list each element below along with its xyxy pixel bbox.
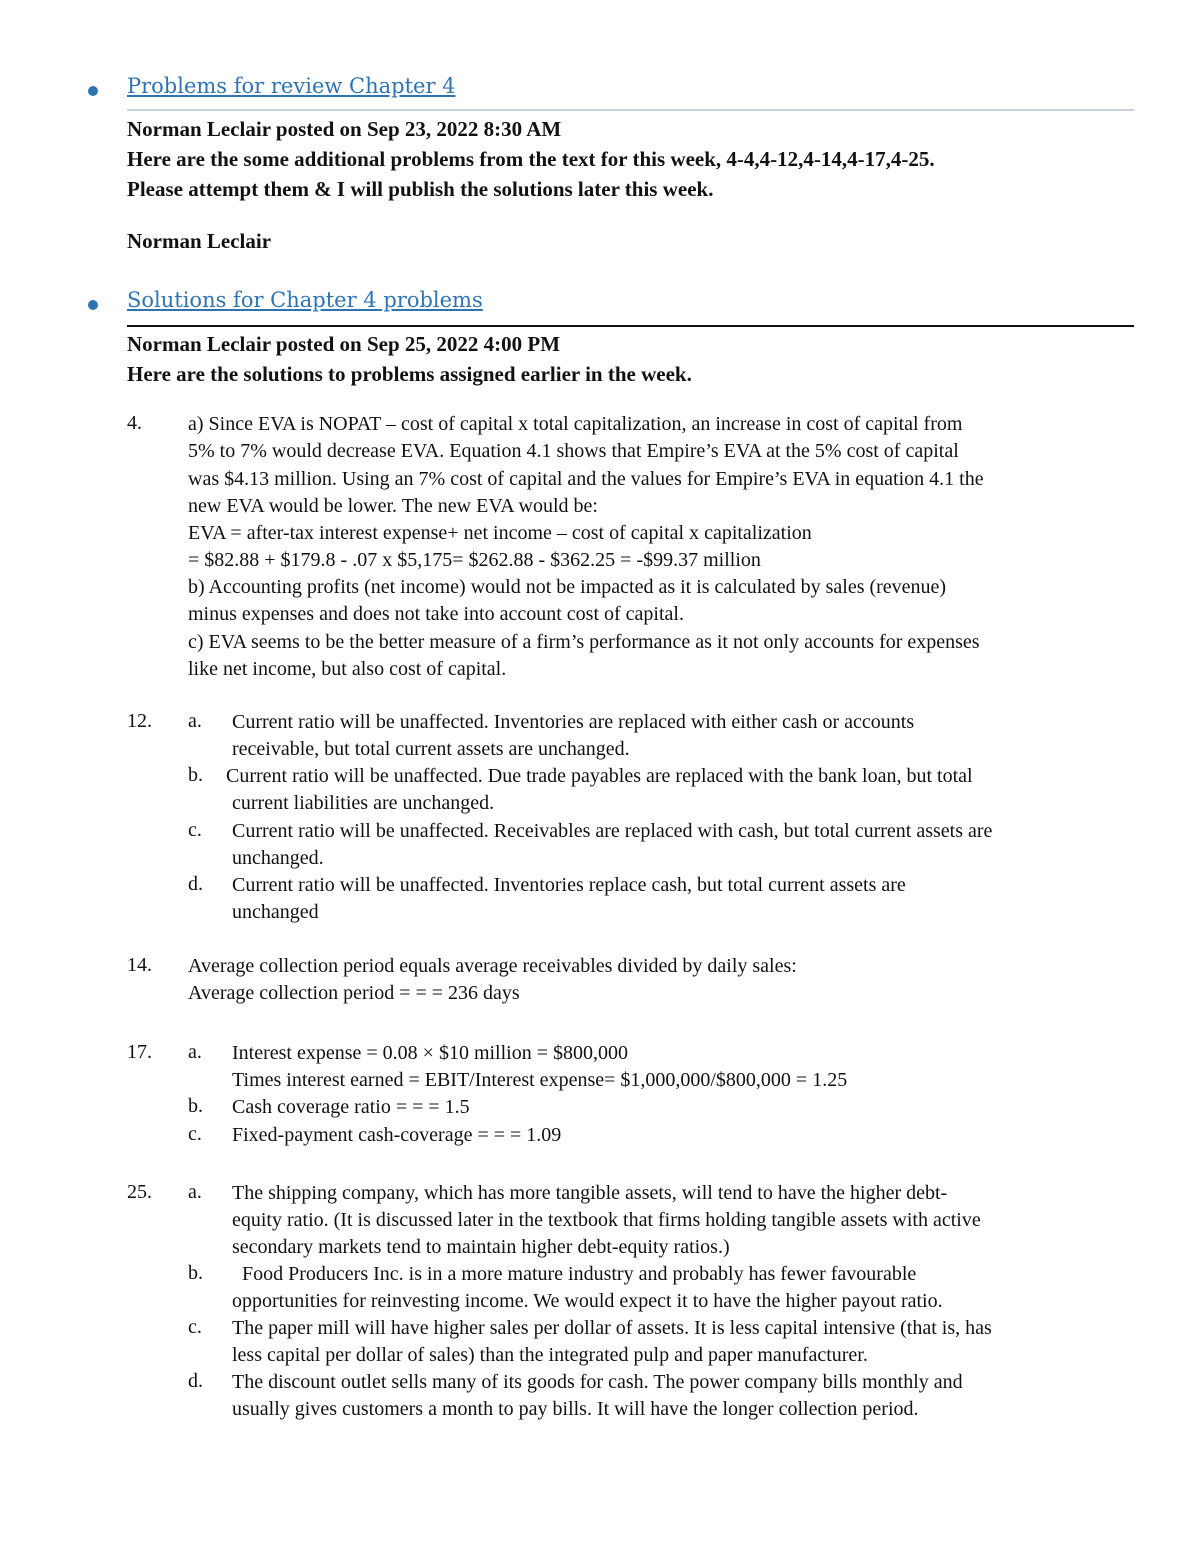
question-number: 14. [127,954,152,976]
post-meta: Norman Leclair posted on Sep 25, 2022 4:00 PM [127,332,561,356]
answer-line: like net income, but also cost of capital. [188,658,507,680]
post-body-line: Here are the some additional problems from the text for this week, 4-4,4-12,4-14,4-17,4-25. [127,147,935,171]
answer-line: receivable, but total current assets are unchanged. [232,738,630,760]
answer-line: less capital per dollar of sales) than the integrated pulp and paper manufacturer. [232,1344,868,1366]
answer-line: was $4.13 million. Using an 7% cost of capital and the values for Empire’s EVA in equation 4.1 the [188,468,984,490]
item-letter: a. [188,1041,202,1063]
answer-line: EVA = after-tax interest expense+ net income – cost of capital x capitalization [188,522,812,544]
answer-line: Current ratio will be unaffected. Inventories replace cash, but total current assets are [232,874,906,896]
answer-line: Current ratio will be unaffected. Due trade payables are replaced with the bank loan, but total [226,765,973,787]
answer-line: Fixed-payment cash-coverage = = = 1.09 [232,1124,562,1146]
answer-line: equity ratio. (It is discussed later in the textbook that firms holding tangible assets with active [232,1209,981,1231]
question-number: 4. [127,412,142,434]
answer-line: secondary markets tend to maintain higher debt-equity ratios.) [232,1236,730,1258]
item-letter: b. [188,764,203,786]
item-letter: d. [188,873,203,895]
post-title-link[interactable]: Problems for review Chapter 4 [127,74,456,98]
question-number: 12. [127,710,152,732]
item-letter: a. [188,710,202,732]
answer-line: b) Accounting profits (net income) would not be impacted as it is calculated by sales (revenue) [188,576,947,598]
question-number: 25. [127,1181,152,1203]
post-intro: Here are the solutions to problems assigned earlier in the week. [127,362,692,386]
answer-line: 5% to 7% would decrease EVA. Equation 4.1 shows that Empire’s EVA at the 5% cost of capital [188,440,959,462]
answer-line: Interest expense = 0.08 × $10 million = $800,000 [232,1042,629,1064]
post-meta: Norman Leclair posted on Sep 23, 2022 8:30 AM [127,117,562,141]
answer-line: Average collection period = = = 236 days [188,982,520,1004]
answer-line: opportunities for reinvesting income. We would expect it to have the higher payout ratio. [232,1290,943,1312]
answer-line: The paper mill will have higher sales per dollar of assets. It is less capital intensive (that is, has [232,1317,992,1339]
answer-line: Current ratio will be unaffected. Inventories are replaced with either cash or accounts [232,711,915,733]
answer-line: minus expenses and does not take into account cost of capital. [188,603,684,625]
answer-line: The shipping company, which has more tangible assets, will tend to have the higher debt- [232,1182,948,1204]
answer-line: usually gives customers a month to pay bills. It will have the longer collection period. [232,1398,919,1420]
post-title-link[interactable]: Solutions for Chapter 4 problems [127,288,483,312]
answer-line: Food Producers Inc. is in a more mature industry and probably has fewer favourable [232,1263,917,1285]
item-letter: c. [188,1123,202,1145]
item-letter: b. [188,1262,203,1284]
post-signature: Norman Leclair [127,229,272,253]
answer-line: Times interest earned = EBIT/Interest expense= $1,000,000/$800,000 = 1.25 [232,1069,848,1091]
answer-line: unchanged [232,901,319,923]
item-letter: d. [188,1370,203,1392]
answer-line: new EVA would be lower. The new EVA would be: [188,495,598,517]
divider [127,109,1134,111]
answer-line: c) EVA seems to be the better measure of a firm’s performance as it not only accounts for expenses [188,631,980,653]
answer-line: Current ratio will be unaffected. Receivables are replaced with cash, but total current assets are [232,820,993,842]
answer-line: current liabilities are unchanged. [232,792,495,814]
answer-line: unchanged. [232,847,324,869]
item-letter: c. [188,1316,202,1338]
item-letter: a. [188,1181,202,1203]
answer-line: The discount outlet sells many of its goods for cash. The power company bills monthly and [232,1371,963,1393]
answer-line: Cash coverage ratio = = = 1.5 [232,1096,470,1118]
answer-line: = $82.88 + $179.8 - .07 x $5,175= $262.88 - $362.25 = -$99.37 million [188,549,761,571]
item-letter: b. [188,1095,203,1117]
item-letter: c. [188,819,202,841]
bullet-icon [88,300,98,310]
bullet-icon [88,86,98,96]
question-number: 17. [127,1041,152,1063]
divider [127,325,1134,327]
answer-line: a) Since EVA is NOPAT – cost of capital x total capitalization, an increase in cost of capital from [188,413,963,435]
post-body-line: Please attempt them & I will publish the solutions later this week. [127,177,714,201]
answer-line: Average collection period equals average receivables divided by daily sales: [188,955,797,977]
